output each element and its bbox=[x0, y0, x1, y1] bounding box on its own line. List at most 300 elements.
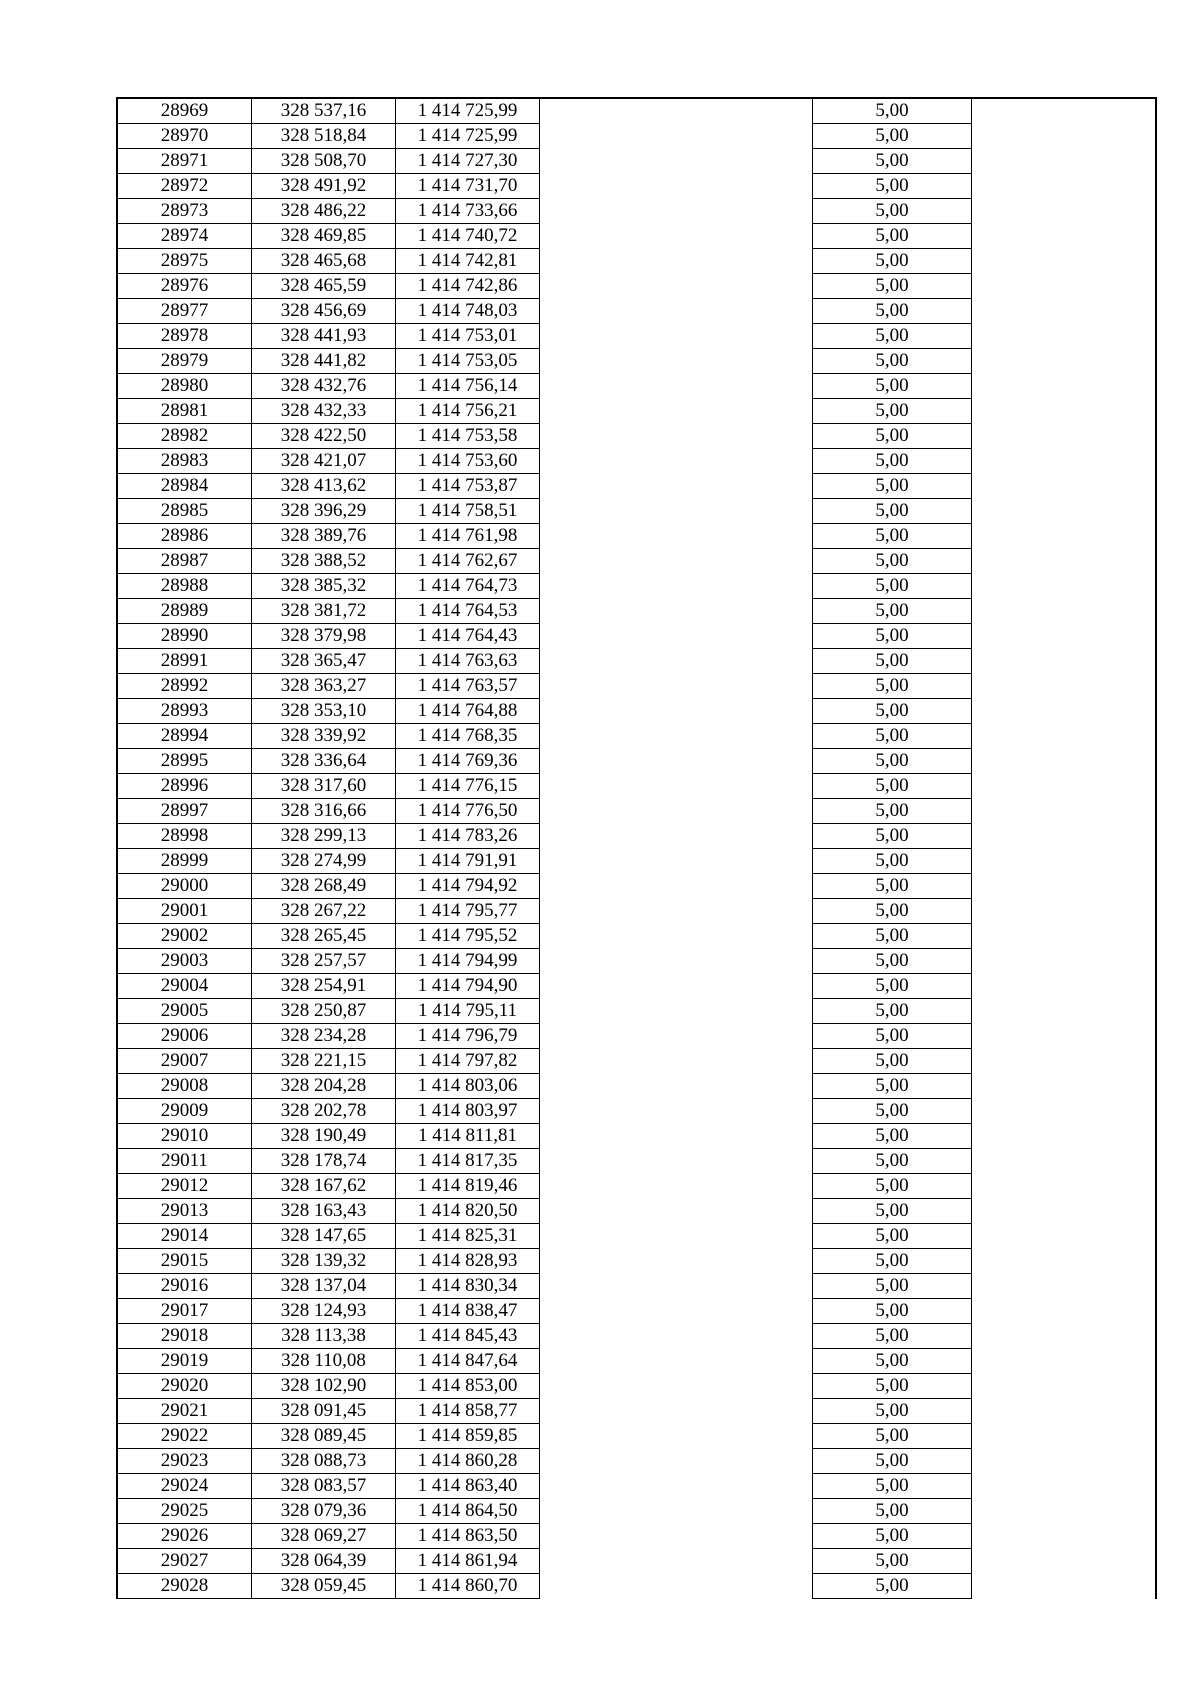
empty-cell bbox=[540, 1199, 813, 1224]
value-cell: 5,00 bbox=[813, 1324, 972, 1349]
empty-cell bbox=[540, 949, 813, 974]
empty-cell bbox=[540, 1124, 813, 1149]
x-coordinate-cell: 328 113,38 bbox=[252, 1324, 396, 1349]
x-coordinate-cell: 328 102,90 bbox=[252, 1374, 396, 1399]
x-coordinate-cell: 328 385,32 bbox=[252, 574, 396, 599]
x-coordinate-cell: 328 465,68 bbox=[252, 249, 396, 274]
table-row bbox=[117, 98, 1156, 124]
value-cell: 5,00 bbox=[813, 649, 972, 674]
value-cell: 5,00 bbox=[813, 98, 972, 124]
empty-cell bbox=[972, 1224, 1157, 1249]
empty-cell bbox=[540, 199, 813, 224]
coordinates-table bbox=[116, 97, 1157, 1599]
empty-cell bbox=[540, 299, 813, 324]
y-coordinate-cell: 1 414 828,93 bbox=[396, 1249, 540, 1274]
empty-cell bbox=[540, 1424, 813, 1449]
empty-cell bbox=[972, 174, 1157, 199]
x-coordinate-cell: 328 379,98 bbox=[252, 624, 396, 649]
empty-cell bbox=[540, 349, 813, 374]
y-coordinate-cell: 1 414 819,46 bbox=[396, 1174, 540, 1199]
y-coordinate-cell: 1 414 853,00 bbox=[396, 1374, 540, 1399]
value-cell: 5,00 bbox=[813, 549, 972, 574]
empty-cell bbox=[540, 749, 813, 774]
empty-cell bbox=[972, 1524, 1157, 1549]
x-coordinate-cell: 328 204,28 bbox=[252, 1074, 396, 1099]
value-cell: 5,00 bbox=[813, 1149, 972, 1174]
empty-cell bbox=[540, 1224, 813, 1249]
table-row bbox=[117, 1199, 1156, 1224]
x-coordinate-cell: 328 137,04 bbox=[252, 1274, 396, 1299]
empty-cell bbox=[540, 1499, 813, 1524]
empty-cell bbox=[972, 1424, 1157, 1449]
point-number-cell: 29012 bbox=[117, 1174, 252, 1199]
table-row bbox=[117, 874, 1156, 899]
value-cell: 5,00 bbox=[813, 1574, 972, 1599]
point-number-cell: 29016 bbox=[117, 1274, 252, 1299]
empty-cell bbox=[540, 924, 813, 949]
empty-cell bbox=[540, 1299, 813, 1324]
empty-cell bbox=[972, 724, 1157, 749]
x-coordinate-cell: 328 059,45 bbox=[252, 1574, 396, 1599]
point-number-cell: 29005 bbox=[117, 999, 252, 1024]
x-coordinate-cell: 328 441,93 bbox=[252, 324, 396, 349]
empty-cell bbox=[540, 449, 813, 474]
empty-cell bbox=[972, 1349, 1157, 1374]
point-number-cell: 28980 bbox=[117, 374, 252, 399]
y-coordinate-cell: 1 414 860,70 bbox=[396, 1574, 540, 1599]
table-row bbox=[117, 1149, 1156, 1174]
empty-cell bbox=[972, 849, 1157, 874]
empty-cell bbox=[540, 324, 813, 349]
y-coordinate-cell: 1 414 776,15 bbox=[396, 774, 540, 799]
value-cell: 5,00 bbox=[813, 1049, 972, 1074]
x-coordinate-cell: 328 265,45 bbox=[252, 924, 396, 949]
point-number-cell: 28984 bbox=[117, 474, 252, 499]
empty-cell bbox=[540, 1174, 813, 1199]
y-coordinate-cell: 1 414 830,34 bbox=[396, 1274, 540, 1299]
table-row bbox=[117, 1224, 1156, 1249]
point-number-cell: 29019 bbox=[117, 1349, 252, 1374]
point-number-cell: 28996 bbox=[117, 774, 252, 799]
table-row bbox=[117, 1174, 1156, 1199]
empty-cell bbox=[972, 1049, 1157, 1074]
value-cell: 5,00 bbox=[813, 399, 972, 424]
y-coordinate-cell: 1 414 753,87 bbox=[396, 474, 540, 499]
point-number-cell: 28973 bbox=[117, 199, 252, 224]
y-coordinate-cell: 1 414 753,58 bbox=[396, 424, 540, 449]
coordinates-table-body bbox=[117, 98, 1156, 1599]
value-cell: 5,00 bbox=[813, 1374, 972, 1399]
empty-cell bbox=[972, 1374, 1157, 1399]
table-row bbox=[117, 199, 1156, 224]
point-number-cell: 28987 bbox=[117, 549, 252, 574]
value-cell: 5,00 bbox=[813, 999, 972, 1024]
value-cell: 5,00 bbox=[813, 1524, 972, 1549]
point-number-cell: 29018 bbox=[117, 1324, 252, 1349]
table-row bbox=[117, 374, 1156, 399]
empty-cell bbox=[972, 924, 1157, 949]
y-coordinate-cell: 1 414 858,77 bbox=[396, 1399, 540, 1424]
x-coordinate-cell: 328 064,39 bbox=[252, 1549, 396, 1574]
value-cell: 5,00 bbox=[813, 449, 972, 474]
point-number-cell: 29010 bbox=[117, 1124, 252, 1149]
x-coordinate-cell: 328 339,92 bbox=[252, 724, 396, 749]
y-coordinate-cell: 1 414 820,50 bbox=[396, 1199, 540, 1224]
x-coordinate-cell: 328 091,45 bbox=[252, 1399, 396, 1424]
x-coordinate-cell: 328 413,62 bbox=[252, 474, 396, 499]
table-row bbox=[117, 224, 1156, 249]
empty-cell bbox=[972, 499, 1157, 524]
value-cell: 5,00 bbox=[813, 199, 972, 224]
empty-cell bbox=[540, 1324, 813, 1349]
x-coordinate-cell: 328 299,13 bbox=[252, 824, 396, 849]
table-row bbox=[117, 249, 1156, 274]
value-cell: 5,00 bbox=[813, 699, 972, 724]
table-row bbox=[117, 1299, 1156, 1324]
empty-cell bbox=[540, 524, 813, 549]
empty-cell bbox=[972, 98, 1157, 124]
empty-cell bbox=[972, 1274, 1157, 1299]
table-row bbox=[117, 399, 1156, 424]
empty-cell bbox=[972, 1549, 1157, 1574]
empty-cell bbox=[972, 599, 1157, 624]
x-coordinate-cell: 328 079,36 bbox=[252, 1499, 396, 1524]
value-cell: 5,00 bbox=[813, 624, 972, 649]
table-row bbox=[117, 1099, 1156, 1124]
point-number-cell: 29014 bbox=[117, 1224, 252, 1249]
x-coordinate-cell: 328 422,50 bbox=[252, 424, 396, 449]
y-coordinate-cell: 1 414 791,91 bbox=[396, 849, 540, 874]
table-row bbox=[117, 274, 1156, 299]
x-coordinate-cell: 328 124,93 bbox=[252, 1299, 396, 1324]
x-coordinate-cell: 328 221,15 bbox=[252, 1049, 396, 1074]
x-coordinate-cell: 328 257,57 bbox=[252, 949, 396, 974]
point-number-cell: 29025 bbox=[117, 1499, 252, 1524]
y-coordinate-cell: 1 414 758,51 bbox=[396, 499, 540, 524]
x-coordinate-cell: 328 089,45 bbox=[252, 1424, 396, 1449]
empty-cell bbox=[972, 1124, 1157, 1149]
table-row bbox=[117, 724, 1156, 749]
empty-cell bbox=[972, 199, 1157, 224]
empty-cell bbox=[540, 174, 813, 199]
value-cell: 5,00 bbox=[813, 1499, 972, 1524]
y-coordinate-cell: 1 414 769,36 bbox=[396, 749, 540, 774]
x-coordinate-cell: 328 163,43 bbox=[252, 1199, 396, 1224]
y-coordinate-cell: 1 414 860,28 bbox=[396, 1449, 540, 1474]
table-row bbox=[117, 774, 1156, 799]
x-coordinate-cell: 328 336,64 bbox=[252, 749, 396, 774]
empty-cell bbox=[972, 799, 1157, 824]
empty-cell bbox=[540, 274, 813, 299]
value-cell: 5,00 bbox=[813, 1424, 972, 1449]
value-cell: 5,00 bbox=[813, 599, 972, 624]
table-row bbox=[117, 1424, 1156, 1449]
empty-cell bbox=[972, 349, 1157, 374]
value-cell: 5,00 bbox=[813, 149, 972, 174]
point-number-cell: 28981 bbox=[117, 399, 252, 424]
y-coordinate-cell: 1 414 794,92 bbox=[396, 874, 540, 899]
table-row bbox=[117, 1549, 1156, 1574]
empty-cell bbox=[540, 1149, 813, 1174]
value-cell: 5,00 bbox=[813, 799, 972, 824]
empty-cell bbox=[540, 1474, 813, 1499]
empty-cell bbox=[972, 249, 1157, 274]
point-number-cell: 28971 bbox=[117, 149, 252, 174]
y-coordinate-cell: 1 414 845,43 bbox=[396, 1324, 540, 1349]
table-row bbox=[117, 1349, 1156, 1374]
y-coordinate-cell: 1 414 838,47 bbox=[396, 1299, 540, 1324]
x-coordinate-cell: 328 274,99 bbox=[252, 849, 396, 874]
empty-cell bbox=[972, 1249, 1157, 1274]
table-row bbox=[117, 299, 1156, 324]
empty-cell bbox=[540, 974, 813, 999]
point-number-cell: 28986 bbox=[117, 524, 252, 549]
empty-cell bbox=[540, 999, 813, 1024]
x-coordinate-cell: 328 491,92 bbox=[252, 174, 396, 199]
point-number-cell: 28974 bbox=[117, 224, 252, 249]
value-cell: 5,00 bbox=[813, 724, 972, 749]
point-number-cell: 29011 bbox=[117, 1149, 252, 1174]
table-row bbox=[117, 649, 1156, 674]
value-cell: 5,00 bbox=[813, 274, 972, 299]
point-number-cell: 29015 bbox=[117, 1249, 252, 1274]
table-row bbox=[117, 1574, 1156, 1599]
table-row bbox=[117, 949, 1156, 974]
empty-cell bbox=[972, 224, 1157, 249]
value-cell: 5,00 bbox=[813, 124, 972, 149]
value-cell: 5,00 bbox=[813, 424, 972, 449]
y-coordinate-cell: 1 414 762,67 bbox=[396, 549, 540, 574]
y-coordinate-cell: 1 414 764,88 bbox=[396, 699, 540, 724]
point-number-cell: 29013 bbox=[117, 1199, 252, 1224]
table-row bbox=[117, 1024, 1156, 1049]
value-cell: 5,00 bbox=[813, 1124, 972, 1149]
x-coordinate-cell: 328 469,85 bbox=[252, 224, 396, 249]
value-cell: 5,00 bbox=[813, 1099, 972, 1124]
x-coordinate-cell: 328 254,91 bbox=[252, 974, 396, 999]
x-coordinate-cell: 328 178,74 bbox=[252, 1149, 396, 1174]
table-row bbox=[117, 574, 1156, 599]
value-cell: 5,00 bbox=[813, 949, 972, 974]
table-row bbox=[117, 1449, 1156, 1474]
value-cell: 5,00 bbox=[813, 324, 972, 349]
x-coordinate-cell: 328 537,16 bbox=[252, 98, 396, 124]
y-coordinate-cell: 1 414 783,26 bbox=[396, 824, 540, 849]
x-coordinate-cell: 328 365,47 bbox=[252, 649, 396, 674]
value-cell: 5,00 bbox=[813, 1224, 972, 1249]
empty-cell bbox=[540, 399, 813, 424]
empty-cell bbox=[540, 674, 813, 699]
table-row bbox=[117, 749, 1156, 774]
x-coordinate-cell: 328 396,29 bbox=[252, 499, 396, 524]
y-coordinate-cell: 1 414 756,21 bbox=[396, 399, 540, 424]
point-number-cell: 28989 bbox=[117, 599, 252, 624]
empty-cell bbox=[972, 749, 1157, 774]
table-row bbox=[117, 674, 1156, 699]
point-number-cell: 29002 bbox=[117, 924, 252, 949]
empty-cell bbox=[540, 1399, 813, 1424]
y-coordinate-cell: 1 414 761,98 bbox=[396, 524, 540, 549]
x-coordinate-cell: 328 508,70 bbox=[252, 149, 396, 174]
point-number-cell: 28978 bbox=[117, 324, 252, 349]
empty-cell bbox=[540, 724, 813, 749]
empty-cell bbox=[540, 1249, 813, 1274]
y-coordinate-cell: 1 414 742,81 bbox=[396, 249, 540, 274]
table-row bbox=[117, 149, 1156, 174]
y-coordinate-cell: 1 414 847,64 bbox=[396, 1349, 540, 1374]
empty-cell bbox=[540, 1524, 813, 1549]
value-cell: 5,00 bbox=[813, 349, 972, 374]
y-coordinate-cell: 1 414 863,40 bbox=[396, 1474, 540, 1499]
y-coordinate-cell: 1 414 817,35 bbox=[396, 1149, 540, 1174]
y-coordinate-cell: 1 414 794,99 bbox=[396, 949, 540, 974]
x-coordinate-cell: 328 139,32 bbox=[252, 1249, 396, 1274]
empty-cell bbox=[972, 274, 1157, 299]
x-coordinate-cell: 328 110,08 bbox=[252, 1349, 396, 1374]
empty-cell bbox=[972, 674, 1157, 699]
point-number-cell: 29020 bbox=[117, 1374, 252, 1399]
empty-cell bbox=[972, 149, 1157, 174]
empty-cell bbox=[972, 624, 1157, 649]
table-row bbox=[117, 1399, 1156, 1424]
empty-cell bbox=[540, 1349, 813, 1374]
x-coordinate-cell: 328 268,49 bbox=[252, 874, 396, 899]
y-coordinate-cell: 1 414 825,31 bbox=[396, 1224, 540, 1249]
x-coordinate-cell: 328 167,62 bbox=[252, 1174, 396, 1199]
table-row bbox=[117, 1324, 1156, 1349]
empty-cell bbox=[972, 774, 1157, 799]
empty-cell bbox=[972, 949, 1157, 974]
table-row bbox=[117, 549, 1156, 574]
y-coordinate-cell: 1 414 859,85 bbox=[396, 1424, 540, 1449]
empty-cell bbox=[540, 374, 813, 399]
table-row bbox=[117, 999, 1156, 1024]
table-row bbox=[117, 849, 1156, 874]
point-number-cell: 29027 bbox=[117, 1549, 252, 1574]
x-coordinate-cell: 328 456,69 bbox=[252, 299, 396, 324]
y-coordinate-cell: 1 414 864,50 bbox=[396, 1499, 540, 1524]
value-cell: 5,00 bbox=[813, 174, 972, 199]
empty-cell bbox=[540, 249, 813, 274]
y-coordinate-cell: 1 414 764,43 bbox=[396, 624, 540, 649]
y-coordinate-cell: 1 414 861,94 bbox=[396, 1549, 540, 1574]
table-row bbox=[117, 474, 1156, 499]
value-cell: 5,00 bbox=[813, 774, 972, 799]
x-coordinate-cell: 328 486,22 bbox=[252, 199, 396, 224]
point-number-cell: 29006 bbox=[117, 1024, 252, 1049]
empty-cell bbox=[972, 1449, 1157, 1474]
empty-cell bbox=[540, 649, 813, 674]
point-number-cell: 28990 bbox=[117, 624, 252, 649]
x-coordinate-cell: 328 234,28 bbox=[252, 1024, 396, 1049]
x-coordinate-cell: 328 083,57 bbox=[252, 1474, 396, 1499]
y-coordinate-cell: 1 414 795,11 bbox=[396, 999, 540, 1024]
empty-cell bbox=[540, 98, 813, 124]
y-coordinate-cell: 1 414 756,14 bbox=[396, 374, 540, 399]
value-cell: 5,00 bbox=[813, 374, 972, 399]
empty-cell bbox=[972, 574, 1157, 599]
point-number-cell: 28991 bbox=[117, 649, 252, 674]
empty-cell bbox=[540, 849, 813, 874]
table-row bbox=[117, 1074, 1156, 1099]
table-row bbox=[117, 1474, 1156, 1499]
empty-cell bbox=[540, 1374, 813, 1399]
empty-cell bbox=[540, 1049, 813, 1074]
value-cell: 5,00 bbox=[813, 224, 972, 249]
y-coordinate-cell: 1 414 863,50 bbox=[396, 1524, 540, 1549]
x-coordinate-cell: 328 441,82 bbox=[252, 349, 396, 374]
empty-cell bbox=[540, 1099, 813, 1124]
y-coordinate-cell: 1 414 764,53 bbox=[396, 599, 540, 624]
value-cell: 5,00 bbox=[813, 574, 972, 599]
empty-cell bbox=[540, 149, 813, 174]
empty-cell bbox=[540, 1274, 813, 1299]
value-cell: 5,00 bbox=[813, 1399, 972, 1424]
table-row bbox=[117, 449, 1156, 474]
table-row bbox=[117, 174, 1156, 199]
y-coordinate-cell: 1 414 763,57 bbox=[396, 674, 540, 699]
table-row bbox=[117, 699, 1156, 724]
value-cell: 5,00 bbox=[813, 899, 972, 924]
point-number-cell: 28988 bbox=[117, 574, 252, 599]
empty-cell bbox=[972, 374, 1157, 399]
point-number-cell: 28983 bbox=[117, 449, 252, 474]
empty-cell bbox=[972, 124, 1157, 149]
empty-cell bbox=[540, 549, 813, 574]
empty-cell bbox=[972, 1149, 1157, 1174]
x-coordinate-cell: 328 317,60 bbox=[252, 774, 396, 799]
y-coordinate-cell: 1 414 742,86 bbox=[396, 274, 540, 299]
value-cell: 5,00 bbox=[813, 499, 972, 524]
empty-cell bbox=[972, 899, 1157, 924]
table-row bbox=[117, 124, 1156, 149]
empty-cell bbox=[540, 699, 813, 724]
x-coordinate-cell: 328 518,84 bbox=[252, 124, 396, 149]
table-row bbox=[117, 1374, 1156, 1399]
point-number-cell: 29017 bbox=[117, 1299, 252, 1324]
table-row bbox=[117, 624, 1156, 649]
x-coordinate-cell: 328 388,52 bbox=[252, 549, 396, 574]
empty-cell bbox=[972, 1399, 1157, 1424]
table-row bbox=[117, 499, 1156, 524]
x-coordinate-cell: 328 421,07 bbox=[252, 449, 396, 474]
x-coordinate-cell: 328 250,87 bbox=[252, 999, 396, 1024]
value-cell: 5,00 bbox=[813, 1549, 972, 1574]
x-coordinate-cell: 328 465,59 bbox=[252, 274, 396, 299]
empty-cell bbox=[972, 399, 1157, 424]
value-cell: 5,00 bbox=[813, 1474, 972, 1499]
value-cell: 5,00 bbox=[813, 249, 972, 274]
y-coordinate-cell: 1 414 727,30 bbox=[396, 149, 540, 174]
empty-cell bbox=[972, 999, 1157, 1024]
empty-cell bbox=[972, 649, 1157, 674]
value-cell: 5,00 bbox=[813, 299, 972, 324]
point-number-cell: 28997 bbox=[117, 799, 252, 824]
value-cell: 5,00 bbox=[813, 974, 972, 999]
empty-cell bbox=[972, 424, 1157, 449]
point-number-cell: 29021 bbox=[117, 1399, 252, 1424]
empty-cell bbox=[972, 324, 1157, 349]
point-number-cell: 29028 bbox=[117, 1574, 252, 1599]
y-coordinate-cell: 1 414 768,35 bbox=[396, 724, 540, 749]
table-row bbox=[117, 599, 1156, 624]
empty-cell bbox=[540, 599, 813, 624]
value-cell: 5,00 bbox=[813, 524, 972, 549]
empty-cell bbox=[972, 974, 1157, 999]
x-coordinate-cell: 328 381,72 bbox=[252, 599, 396, 624]
point-number-cell: 29000 bbox=[117, 874, 252, 899]
empty-cell bbox=[972, 1099, 1157, 1124]
